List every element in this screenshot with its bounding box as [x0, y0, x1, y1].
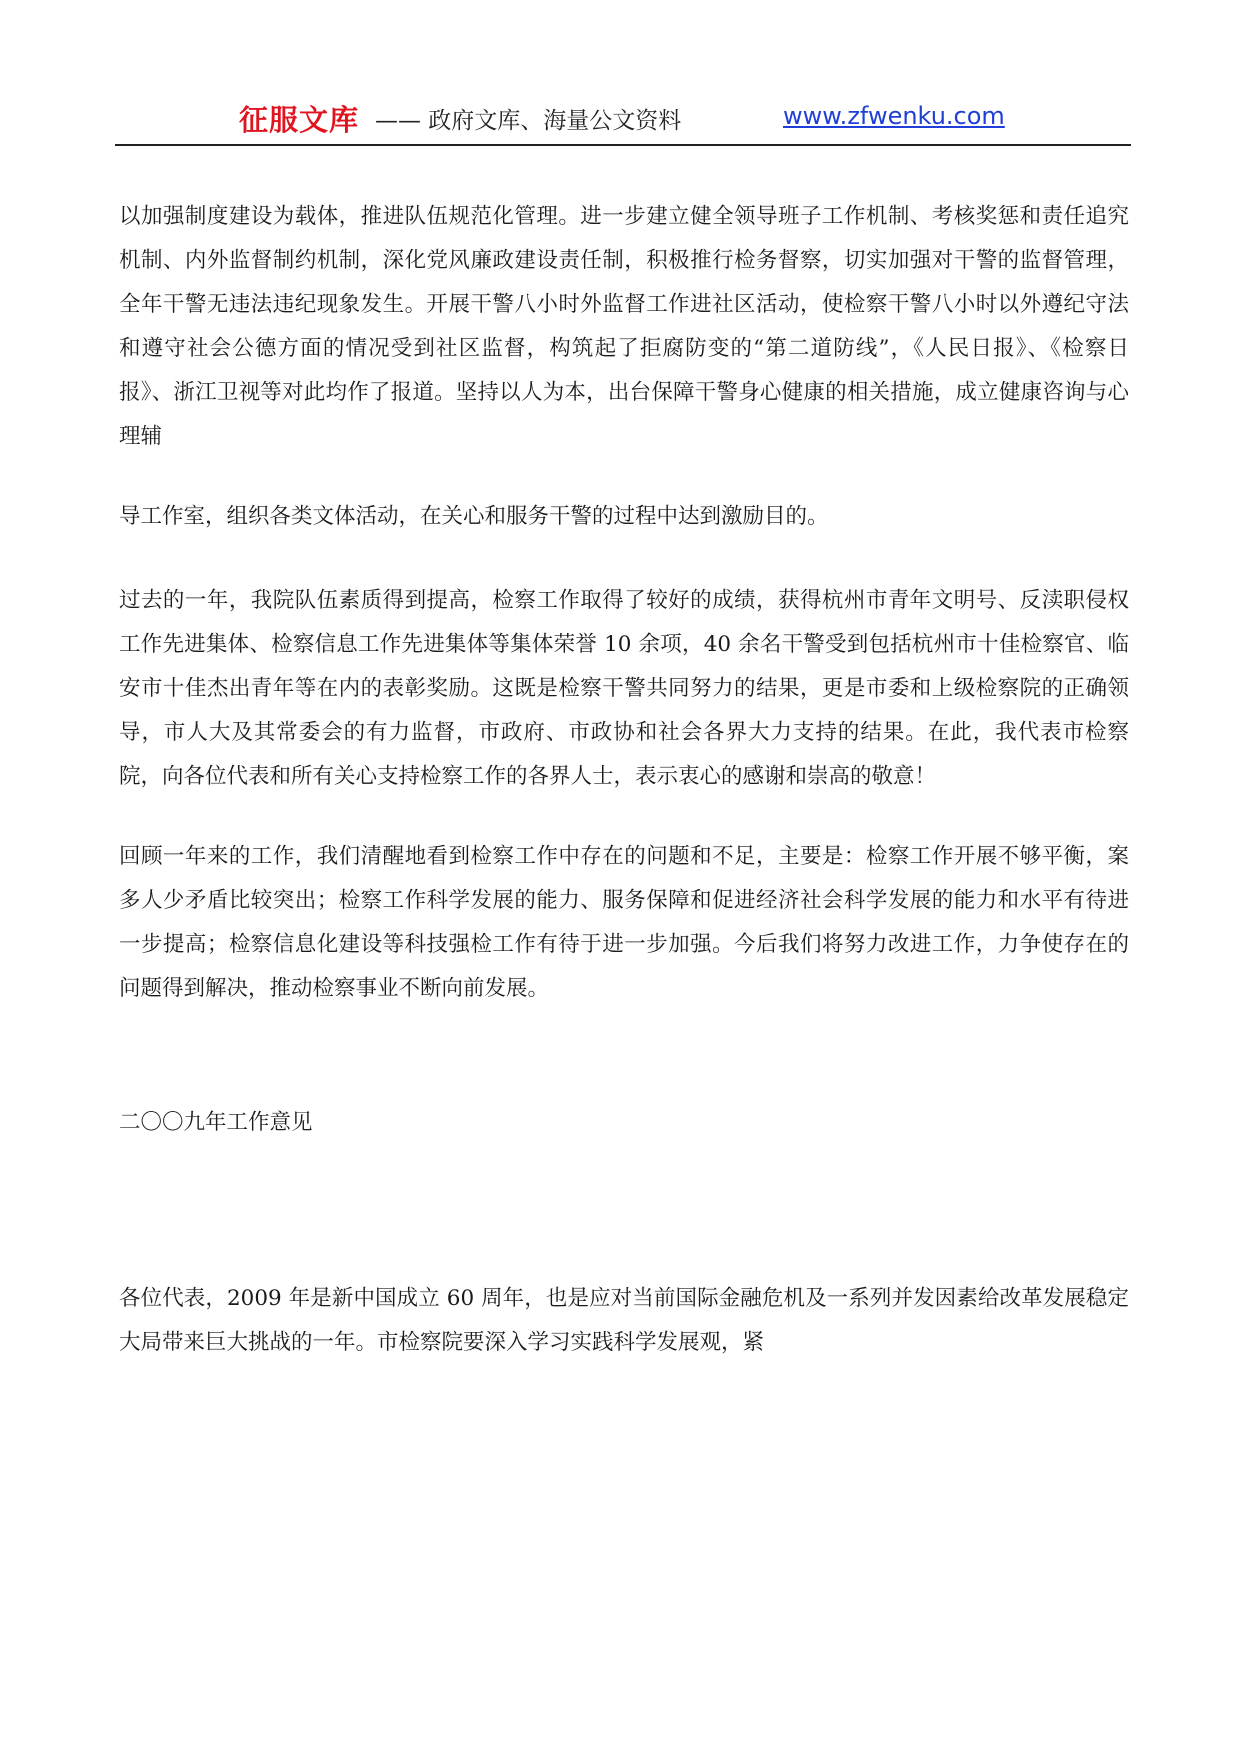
site-link[interactable]: www.zfwenku.com [783, 102, 1005, 130]
brand-logo-text: 征服文库 [239, 103, 360, 137]
paragraph-discipline: 以加强制度建设为载体，推进队伍规范化管理。进一步建立健全领导班子工作机制、考核奖惩和责任追究机制、内外监督制约机制，深化党风廉政建设责任制，积极推行检务督察，切实加强对干警的监督管理，全年干警无违法违纪现象发生。开展干警八小时外监督工作进社区活动，使检察干警八小时以外遵纪守法和遵守社会公德方面的情况受到社区监督，构筑起了拒腐防变的“第二道防线”，《人民日报》、《检察日报》、浙江卫视等对此均作了报道。坚持以人为本，出台保障干警身心健康的相关措施，成立健康咨询与心理辅 [119, 204, 1129, 449]
page-header [115, 94, 1131, 146]
header-tagline: —— 政府文库、海量公文资料 [375, 108, 682, 134]
document-body [119, 195, 1129, 1365]
paragraph-achievements: 过去的一年，我院队伍素质得到提高，检察工作取得了较好的成绩，获得杭州市青年文明号、反渎职侵权工作先进集体、检察信息工作先进集体等集体荣誉 10 余项，40 余名干警受到包括杭州市十佳检察官、临安市十佳杰出青年等在内的表彰奖励。这既是检察干警共同努力的结果，更是市委和上级检察院的正确领导，市人大及其常委会的有力监督，市政府、市政协和社会各界大力支持的结果。在此，我代表市检察院，向各位代表和所有关心支持检察工作的各界人士，表示衷心的感谢和崇高的敬意！ [119, 588, 1129, 789]
section-heading-2009: 二〇〇九年工作意见 [119, 1110, 313, 1135]
paragraph-problems: 回顾一年来的工作，我们清醒地看到检察工作中存在的问题和不足，主要是：检察工作开展不够平衡，案多人少矛盾比较突出；检察工作科学发展的能力、服务保障和促进经济社会科学发展的能力和水平有待进一步提高；检察信息化建设等科技强检工作有待于进一步加强。今后我们将努力改进工作，力争使存在的问题得到解决，推动检察事业不断向前发展。 [119, 844, 1129, 1001]
paragraph-continuation: 导工作室，组织各类文体活动，在关心和服务干警的过程中达到激励目的。 [119, 504, 829, 529]
paragraph-2009-intro: 各位代表，2009 年是新中国成立 60 周年，也是应对当前国际金融危机及一系列并发因素给改革发展稳定大局带来巨大挑战的一年。市检察院要深入学习实践科学发展观，紧 [119, 1286, 1129, 1355]
